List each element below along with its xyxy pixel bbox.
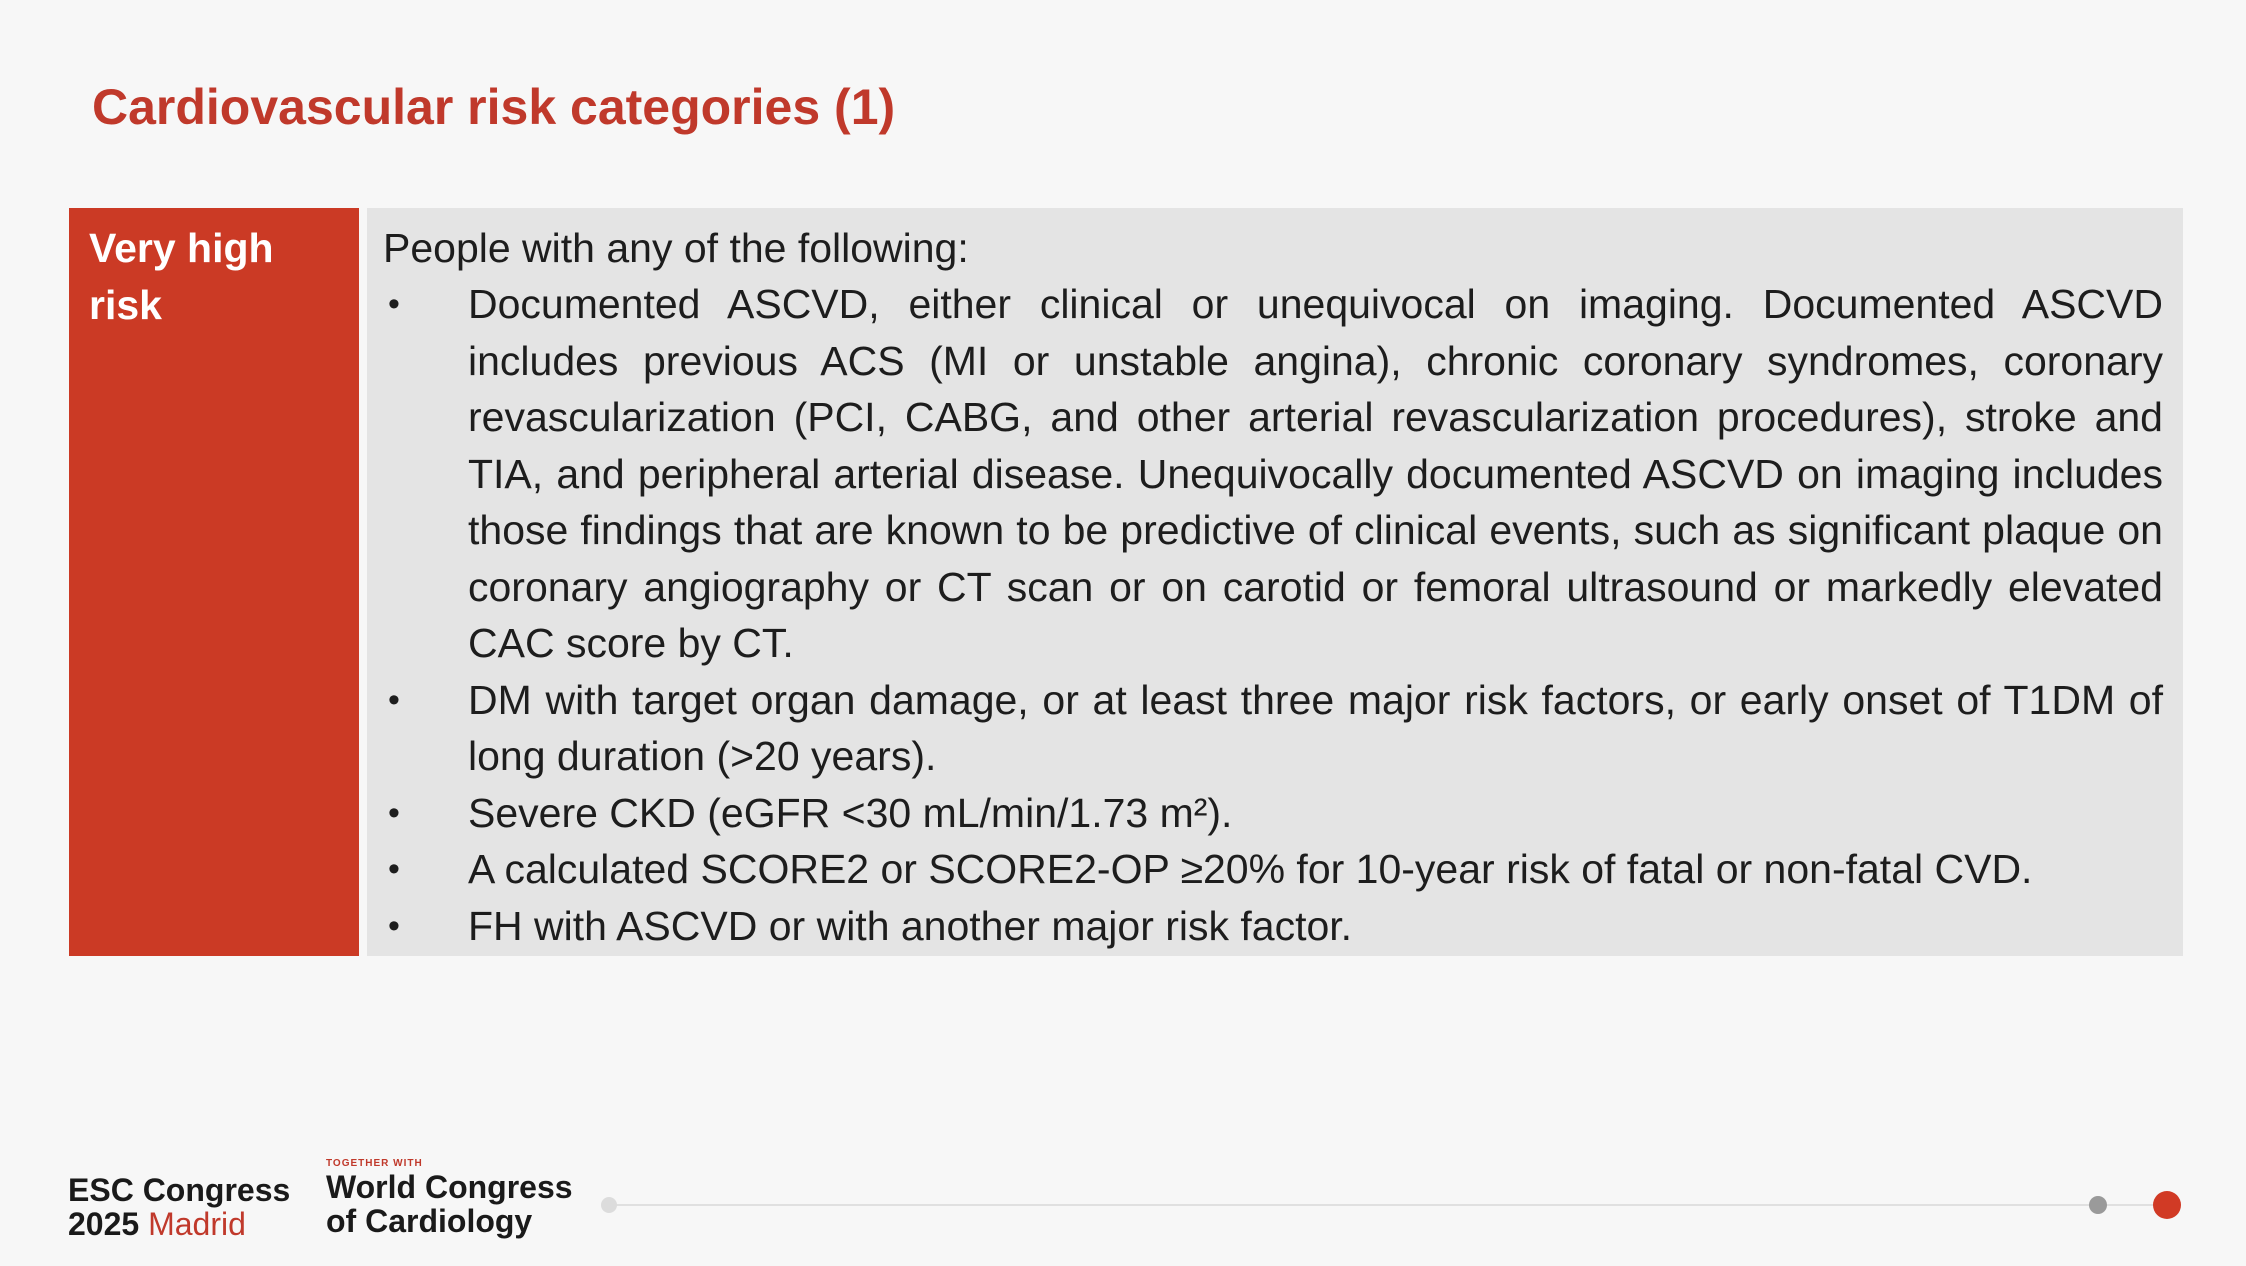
risk-category-label-line1: Very high [89, 225, 274, 271]
together-with-label: TOGETHER WITH [326, 1158, 423, 1169]
risk-category-table [69, 208, 2183, 956]
bullet-icon: • [388, 850, 400, 888]
bullet-icon: • [388, 285, 400, 323]
bullet-icon: • [388, 906, 400, 945]
criteria-item [383, 898, 2163, 955]
slide-footer [68, 1158, 2188, 1242]
criteria-item-text: DM with target organ damage, or at least three major risk factors, or early onset of T1DM of long duration (>20 years). [468, 676, 2163, 779]
progress-current-dot-icon [2153, 1191, 2181, 1219]
criteria-item [383, 276, 2163, 672]
esc-logo-year: 2025 [68, 1206, 140, 1242]
criteria-item [383, 785, 2163, 842]
criteria-item-text: FH with ASCVD or with another major risk factor. [468, 902, 1353, 949]
bullet-icon: • [388, 680, 400, 719]
progress-previous-dot-icon [2089, 1196, 2107, 1214]
criteria-item-text: Severe CKD (eGFR <30 mL/min/1.73 m²). [468, 789, 1233, 836]
risk-category-label [89, 220, 339, 334]
esc-congress-logo [68, 1173, 290, 1241]
risk-category-label-line2: risk [89, 282, 162, 328]
esc-logo-line2 [68, 1207, 290, 1241]
criteria-item [383, 841, 2163, 898]
criteria-item [383, 672, 2163, 785]
criteria-list [383, 276, 2163, 954]
esc-logo-line1: ESC Congress [68, 1172, 291, 1208]
slide-title: Cardiovascular risk categories (1) [92, 79, 896, 135]
esc-logo-city: Madrid [148, 1206, 246, 1242]
risk-category-cell [69, 208, 359, 956]
world-congress-logo [326, 1158, 573, 1238]
criteria-intro: People with any of the following: [383, 225, 969, 271]
wcc-logo-line2: of Cardiology [326, 1203, 533, 1239]
wcc-logo-line1: World Congress [326, 1169, 573, 1205]
bullet-icon: • [388, 793, 400, 832]
slide-progress-track [608, 1204, 2168, 1206]
criteria-item-text: Documented ASCVD, either clinical or unequivocal on imaging. Documented ASCVD includes previous ACS (MI or unstable angina), chronic coronary syndromes, coronary revascularization (PCI, CABG, and other arterial revascularization procedures), stroke and TIA, and peripheral arterial disease. Unequivocally documented ASCVD on imaging includes those findings that are known to be predictive of clinical events, such as significant plaque on coronary angiography or CT scan or on carotid or femoral ultrasound or markedly elevated CAC score by CT. [468, 281, 2163, 666]
progress-start-dot-icon [601, 1197, 617, 1213]
risk-criteria-cell [367, 208, 2183, 956]
criteria-item-text: A calculated SCORE2 or SCORE2-OP ≥20% for 10-year risk of fatal or non-fatal CVD. [468, 846, 2033, 892]
